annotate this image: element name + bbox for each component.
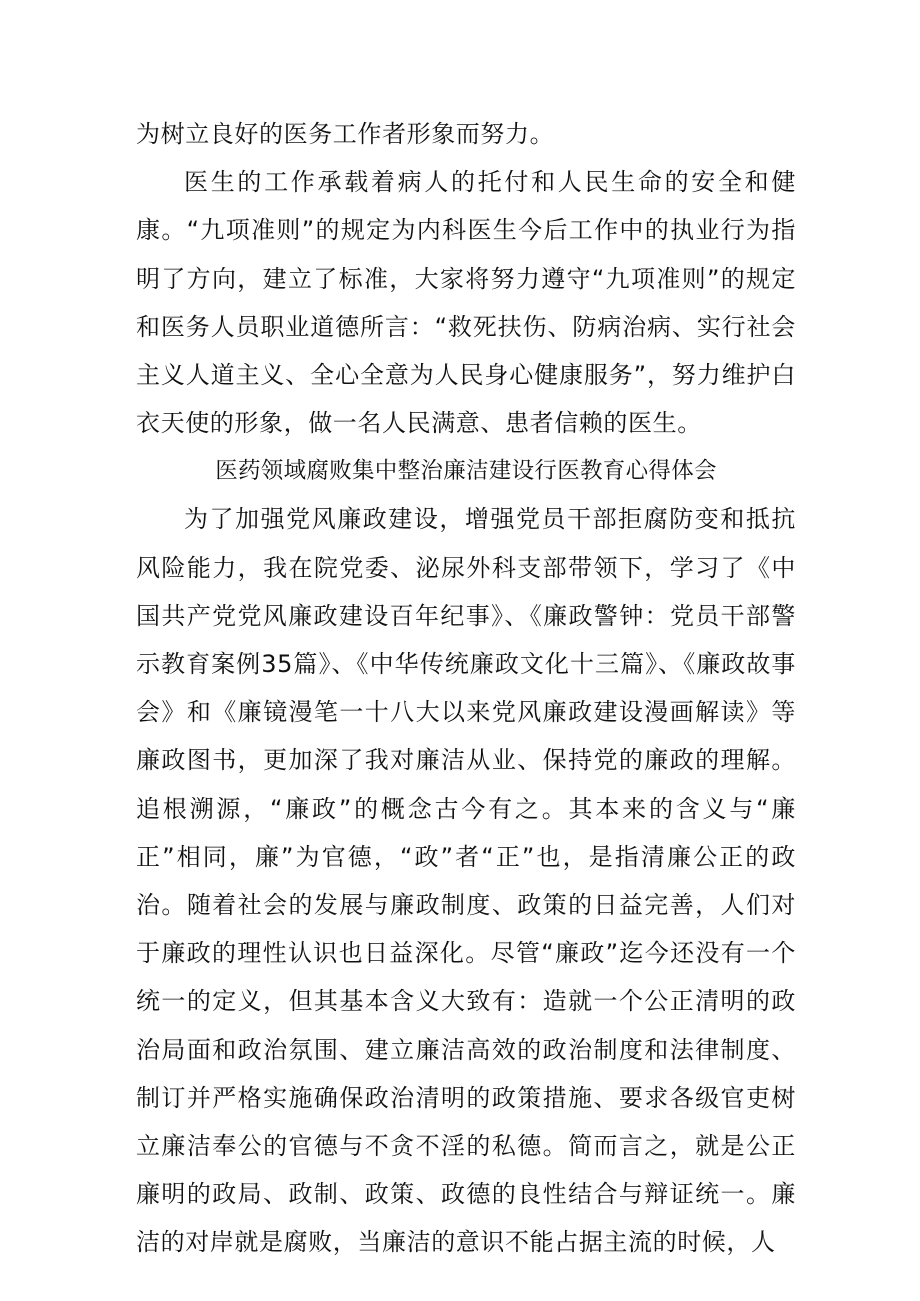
paragraph-doctor-responsibility: 医生的工作承载着病人的托付和人民生命的安全和健康。“九项准则”的规定为内科医生今后工作中的执业行为指明了方向，建立了标准，大家将努力遵守“九项准则”的规定和医务人员职业道德所言：“救死扶伤、防病治病、实行社会主义人道主义、全心全意为人民身心健康服务”，努力维护白衣天使的形象，做一名人民满意、患者信赖的医生。 — [136, 168, 796, 438]
paragraph-integrity-study: 为了加强党风廉政建设，增强党员干部拒腐防变和抵抗风险能力，我在院党委、泌尿外科支部带领下，学习了《中国共产党党风廉政建设百年纪事》、《廉政警钟：党员干部警示教育案例35篇》、《中华传统廉政文化十三篇》、《廉政故事会》和《廉镜漫笔一十八大以来党风廉政建设漫画解读》等廉政图书，更加深了我对廉洁从业、保持党的廉政的理解。追根溯源，“廉政”的概念古今有之。其本来的含义与“廉正”相同，廉”为官德，“政”者“正”也，是指清廉公正的政治。随着社会的发展与廉政制度、政策的日益完善，人们对于廉政的理性认识也日益深化。尽管“廉政”迄今还没有一个统一的定义，但其基本含义大致有：造就一个公正清明的政治局面和政治氛围、建立廉洁高效的政治制度和法律制度、制订并严格实施确保政治清明的政策措施、要求各级官吏树立廉洁奉公的官德与不贪不淫的私德。简而言之，就是公正廉明的政局、政制、政策、政德的良性结合与辩证统一。廉洁的对岸就是腐败，当廉洁的意识不能占据主流的时候，人 — [136, 505, 796, 1257]
document-body — [136, 110, 796, 1267]
document-title: 医药领域腐败集中整治廉洁建设行医教育心得体会 — [215, 458, 717, 485]
paragraph-continuation: 为树立良好的医务工作者形象而努力。 — [136, 120, 555, 148]
